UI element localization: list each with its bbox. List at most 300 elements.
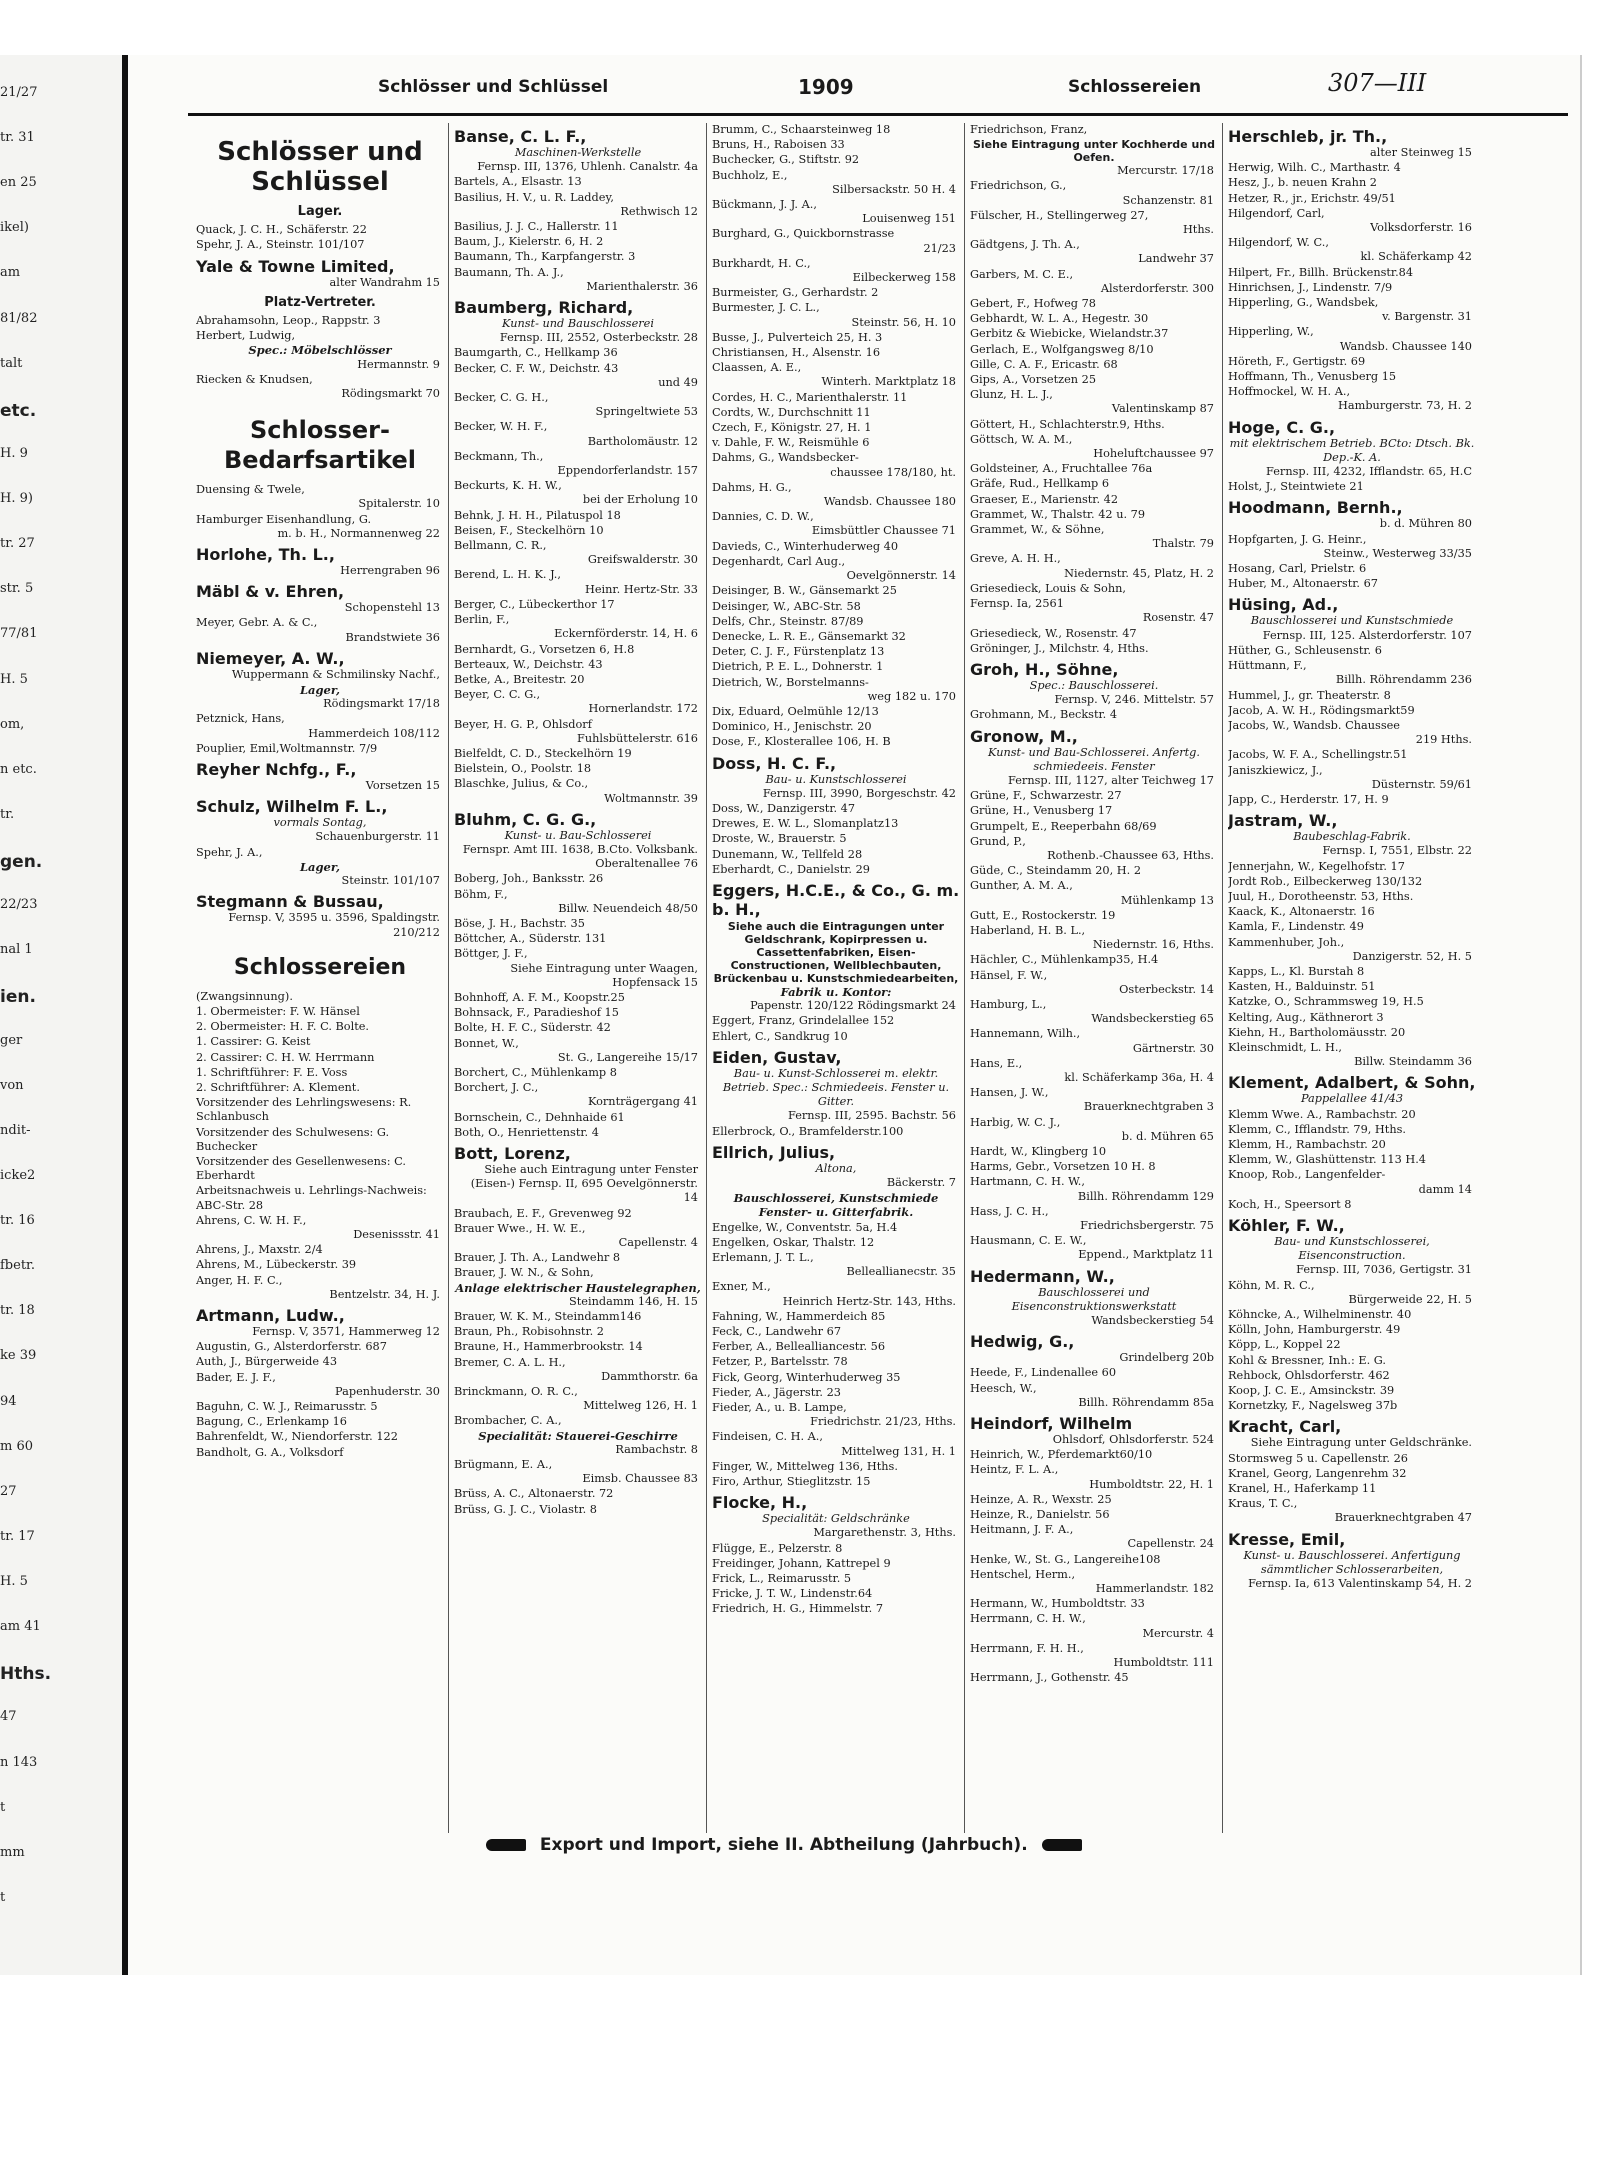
entry-name: Köhler, F. W.,	[1228, 1216, 1345, 1235]
entry-name: Berend, L. H. K. J.,	[454, 568, 561, 582]
directory-entry	[970, 998, 1218, 1026]
directory-entry: Kiehn, H., Bartholomäusstr. 20	[1228, 1025, 1406, 1039]
entry-address: Niedernstr. 45, Platz, H. 2	[1064, 566, 1214, 580]
directory-entry: Friedrich, H. G., Himmelstr. 7	[712, 1602, 884, 1616]
directory-entry: Flügge, E., Pelzerstr. 8	[712, 1541, 843, 1555]
adjacent-page-fragment: etc.	[0, 400, 37, 421]
directory-entry	[970, 924, 1218, 952]
entry-name: Hansen, J. W.,	[970, 1086, 1049, 1100]
directory-entry	[712, 1280, 960, 1308]
adjacent-page-fragment: tr. 27	[0, 536, 35, 552]
entry-name: Dietrich, W., Borstelmanns-	[712, 675, 869, 689]
directory-entry: Grohmann, M., Beckstr. 4	[970, 708, 1118, 722]
entry-name: Groh, H., Söhne,	[970, 659, 1119, 679]
directory-entry	[1228, 325, 1476, 353]
category-heading: Schlösser und Schlüssel	[217, 137, 423, 197]
featured-entry	[1228, 1073, 1476, 1106]
directory-entry: Kelting, Aug., Käthnerort 3	[1228, 1010, 1384, 1024]
entry-address: Billh. Röhrendamm 129	[1077, 1189, 1214, 1203]
directory-entry	[712, 481, 960, 509]
directory-entry: Kranel, H., Haferkamp 11	[1228, 1482, 1377, 1496]
entry-name: Claassen, A. E.,	[712, 361, 802, 375]
directory-entry: Kaack, K., Altonaerstr. 16	[1228, 905, 1375, 919]
entry-address: Winterh. Marktplatz 18	[821, 375, 956, 389]
adjacent-page-fragment: icke2	[0, 1167, 36, 1183]
entry-name: Kleinschmidt, L. H.,	[1228, 1040, 1343, 1054]
column-5	[1228, 123, 1476, 1833]
entry-notice: Siehe Eintragung unter Kochherde und Oefen.	[972, 138, 1216, 165]
entry-name: Hoodmann, Bernh.,	[1228, 498, 1403, 518]
directory-entry	[970, 879, 1218, 907]
directory-entry	[454, 362, 702, 390]
entry-specialty: Kunst- und Bauschlosserei	[502, 317, 654, 331]
entry-address: Schauenburgerstr. 11	[315, 830, 440, 844]
directory-entry: Henke, W., St. G., Langereihe108	[970, 1552, 1161, 1566]
entry-name: Kammenhuber, Joh.,	[1228, 935, 1345, 949]
entry-address: Vorsetzen 15	[365, 779, 440, 793]
page-number: 307—III	[1328, 69, 1427, 97]
entry-address: Humboldtstr. 22, H. 1	[1089, 1477, 1214, 1491]
featured-entry	[1228, 498, 1476, 531]
directory-entry: Cordts, W., Durchschnitt 11	[712, 405, 871, 419]
entry-address: Hammerdeich 108/112	[308, 726, 440, 740]
entry-name: Haberland, H. B. L.,	[970, 923, 1086, 937]
directory-entry: Katzke, O., Schrammsweg 19, H.5	[1228, 995, 1424, 1009]
entry-specialty: Bau- u. Kunst-Schlosserei m. elektr. Betrieb. Spec.: Schmiedeeis. Fenster u. Gitter.	[722, 1066, 950, 1109]
entry-address: Brauerknechtgraben 47	[1334, 1511, 1472, 1525]
entry-address: Wandsb. Chaussee 180	[823, 495, 956, 509]
directory-entry: Dominico, H., Jenischstr. 20	[712, 720, 872, 734]
entry-address: Düsternstr. 59/61	[1371, 777, 1472, 791]
entry-specialty: Maschinen-Werkstelle	[514, 146, 642, 159]
directory-entry: Freidinger, Johann, Kattrepel 9	[712, 1556, 891, 1570]
entry-name: Burmester, J. C. L.,	[712, 301, 820, 315]
directory-entry: Holst, J., Steintwiete 21	[1228, 480, 1364, 494]
adjacent-page-fragment: n 143	[0, 1754, 38, 1770]
directory-entry: Davieds, C., Winterhuderweg 40	[712, 539, 899, 553]
entry-address: Ohlsdorf, Ohlsdorferstr. 524	[1052, 1433, 1214, 1447]
featured-entry	[454, 127, 702, 174]
directory-entry	[454, 1266, 702, 1309]
entry-address: Niedernstr. 16, Hths.	[1092, 938, 1214, 952]
entry-address: Fernsp. III, 3990, Borgeschstr. 42	[762, 786, 956, 800]
entry-address: Rödingsmarkt 17/18	[323, 697, 440, 711]
directory-entry	[1228, 207, 1476, 235]
entry-name: Becker, W. H. F.,	[454, 420, 548, 434]
adjacent-page-fragment: H. 9	[0, 445, 28, 461]
adjacent-page-fragment: ien.	[0, 987, 36, 1008]
entry-name: Hentschel, Herm.,	[970, 1567, 1076, 1581]
entry-specialty: Bau- u. Kunstschlosserei	[765, 772, 907, 786]
entry-address: 21/23	[923, 241, 956, 255]
entry-address: Rosenstr. 47	[1142, 611, 1214, 625]
entry-name: Ellrich, Julius,	[712, 1142, 836, 1162]
entry-address: Eimsb. Chaussee 83	[582, 1472, 698, 1486]
featured-entry	[196, 257, 444, 290]
entry-address: Grindelberg 20b	[1119, 1351, 1214, 1365]
directory-entry: Arbeitsnachweis u. Lehrlings-Nachweis: ABC-Str. 28	[196, 1184, 427, 1212]
directory-entry: Augustin, G., Alsterdorferstr. 687	[196, 1340, 387, 1354]
entry-name: Buchholz, E.,	[712, 168, 788, 182]
directory-entry	[712, 361, 960, 389]
directory-entry: Boberg, Joh., Banksstr. 26	[454, 872, 604, 886]
directory-entry	[970, 1642, 1218, 1670]
directory-entry	[970, 433, 1218, 461]
entry-address: Brauerknechtgraben 3	[1083, 1100, 1214, 1114]
entry-name: Dannies, C. D. W.,	[712, 510, 814, 524]
entry-name: Heesch, W.,	[970, 1381, 1037, 1395]
directory-entry: Finger, W., Mittelweg 136, Hths.	[712, 1459, 898, 1473]
directory-entry: Ahrens, J., Maxstr. 2/4	[196, 1243, 323, 1257]
entry-address: Danzigerstr. 52, H. 5	[1352, 949, 1472, 963]
directory-entry	[454, 947, 702, 990]
directory-entry: Klemm Wwe. A., Rambachstr. 20	[1228, 1107, 1416, 1121]
entry-name: Yale & Towne Limited,	[196, 256, 395, 276]
entry-name: Köhn, M. R. C.,	[1228, 1278, 1315, 1292]
subheading: Platz-Vertreter.	[264, 294, 376, 310]
directory-entry: Droste, W., Brauerstr. 5	[712, 832, 847, 846]
entry-address: Fernsp. III, 2552, Osterbeckstr. 28	[499, 331, 698, 345]
directory-entry: Spehr, J. A., Steinstr. 101/107	[196, 238, 365, 252]
entry-name: Göttsch, W. A. M.,	[970, 432, 1073, 446]
footer-text: Export und Import, siehe II. Abtheilung (Jahrbuch).	[539, 1835, 1028, 1855]
entry-address: kl. Schäferkamp 36a, H. 4	[1064, 1070, 1214, 1084]
column-1	[196, 123, 444, 1833]
directory-entry: Stormsweg 5 u. Capellenstr. 26	[1228, 1451, 1408, 1465]
directory-entry: Hächler, C., Mühlenkamp35, H.4	[970, 953, 1159, 967]
entry-address: Steindamm 146, H. 15	[569, 1294, 698, 1308]
directory-entry: Kohl & Bressner, Inh.: E. G.	[1228, 1353, 1386, 1367]
adjacent-page-fragment: 94	[0, 1393, 17, 1409]
entry-address: Mittelweg 126, H. 1	[583, 1399, 698, 1413]
entry-address: Friedrichstr. 21/23, Hths.	[810, 1415, 956, 1429]
featured-entry	[454, 298, 702, 345]
entry-name: Mäbl & v. Ehren,	[196, 582, 345, 602]
entry-specialty: Spec.: Bauschlosserei.	[1029, 678, 1159, 692]
adjacent-page-fragment: en 25	[0, 175, 37, 191]
directory-entry: Hosang, Carl, Prielstr. 6	[1228, 562, 1367, 576]
running-head	[128, 69, 1580, 109]
adjacent-page-fragment: tr. 31	[0, 130, 35, 146]
directory-entry	[970, 238, 1218, 266]
entry-address: Belleallianecstr. 35	[846, 1265, 956, 1279]
directory-entry: Quack, J. C. H., Schäferstr. 22	[196, 223, 367, 237]
directory-entry: Betke, A., Breitestr. 20	[454, 672, 585, 686]
directory-entry: 1. Cassirer: G. Keist	[196, 1035, 311, 1049]
adjacent-page-fragment: tr. 17	[0, 1528, 35, 1544]
entry-name: Dahms, H. G.,	[712, 480, 792, 494]
directory-entry: Abrahamsohn, Leop., Rappstr. 3	[196, 314, 381, 328]
adjacent-page-fragment: 81/82	[0, 310, 38, 326]
entry-name: Hamburger Eisenhandlung, G.	[196, 512, 372, 526]
directory-entry	[196, 329, 444, 372]
adjacent-page-fragment: tr. 16	[0, 1213, 35, 1229]
entry-address: b. d. Mühren 65	[1121, 1129, 1214, 1143]
featured-entry	[712, 1143, 960, 1190]
entry-address: Fernsp. III, 1127, alter Teichweg 17	[1008, 773, 1214, 787]
directory-entry: Baumann, Th., Karpfangerstr. 3	[454, 250, 636, 264]
directory-entry	[454, 1222, 702, 1250]
entry-address: Fernsp. III, 4232, Ifflandstr. 65, H.C	[1266, 465, 1472, 479]
entry-name: Garbers, M. C. E.,	[970, 267, 1074, 281]
featured-entry	[196, 797, 444, 844]
entry-name: Findeisen, C. H. A.,	[712, 1430, 823, 1444]
adjacent-page-fragment: t	[0, 1889, 6, 1905]
entry-specialty: Spec.: Möbelschlösser	[248, 343, 392, 358]
featured-entry	[712, 754, 960, 801]
entry-name: Beckurts, K. H. W.,	[454, 479, 562, 493]
entry-address: Billw. Neuendeich 48/50	[558, 901, 698, 915]
entry-name: Hedwig, G.,	[970, 1332, 1075, 1352]
directory-entry: Hermann, W., Humboldtstr. 33	[970, 1597, 1145, 1611]
directory-entry	[196, 513, 444, 541]
entry-name: Fernsp. Ia, 2561	[970, 597, 1064, 611]
directory-entry	[970, 969, 1218, 997]
directory-entry: Gerlach, E., Wolfgangsweg 8/10	[970, 342, 1154, 356]
directory-entry: Braubach, E. F., Grevenweg 92	[454, 1206, 632, 1220]
entry-specialty: Kunst- u. Bau-Schlosserei	[504, 828, 652, 842]
directory-entry: (Zwangsinnung).	[196, 989, 293, 1003]
directory-entry: Borchert, C., Mühlenkamp 8	[454, 1065, 617, 1079]
entry-name: Blaschke, Julius, & Co.,	[454, 777, 589, 791]
directory-entry: Braun, Ph., Robisohnstr. 2	[454, 1325, 604, 1339]
entry-name: Kraus, T. C.,	[1228, 1497, 1298, 1511]
directory-entry: v. Dahle, F. W., Reismühle 6	[712, 436, 870, 450]
entry-name: Meyer, Gebr. A. & C.,	[196, 616, 318, 630]
directory-entry: Klemm, C., Ifflandstr. 79, Hths.	[1228, 1122, 1406, 1136]
entry-name: Herrmann, F. H. H.,	[970, 1641, 1084, 1655]
entry-address: Fernsp. V, 3595 u. 3596, Spaldingstr. 210/212	[228, 911, 440, 939]
entry-address: Hths.	[1182, 223, 1214, 237]
adjacent-page-fragment: t	[0, 1799, 6, 1815]
entry-name: Klement, Adalbert, & Sohn,	[1228, 1073, 1476, 1093]
directory-entry: Griesedieck, Louis & Sohn,	[970, 581, 1126, 595]
adjacent-page-fragment: 27	[0, 1483, 17, 1499]
directory-entry: Japp, C., Herderstr. 17, H. 9	[1228, 792, 1389, 806]
entry-name: Jastram, W.,	[1228, 811, 1338, 831]
directory-entry: Dix, Eduard, Oelmühle 12/13	[712, 704, 879, 718]
entry-address: m. b. H., Normannenweg 22	[277, 526, 440, 540]
directory-entry	[1228, 385, 1476, 413]
entry-name: Friedrichson, Franz,	[970, 123, 1088, 136]
entry-name: Flocke, H.,	[712, 1493, 808, 1513]
entry-address: Fernsp. III, 125. Alsterdorferstr. 107	[1262, 628, 1472, 642]
entry-name: Beckmann, Th.,	[454, 449, 544, 463]
directory-entry: Hummel, J., gr. Theaterstr. 8	[1228, 688, 1391, 702]
entry-name: Gronow, M.,	[970, 726, 1078, 746]
directory-entry: Grumpelt, E., Reeperbahn 68/69	[970, 819, 1157, 833]
featured-entry	[1228, 127, 1476, 160]
entry-address: Billw. Steindamm 36	[1354, 1055, 1472, 1069]
directory-entry: Fricke, J. T. W., Lindenstr.64	[712, 1587, 873, 1601]
directory-entry: Brauer, J. Th. A., Landwehr 8	[454, 1251, 621, 1265]
directory-entry	[196, 1371, 444, 1399]
entry-name: Kresse, Emil,	[1228, 1529, 1346, 1549]
entry-name: Knoop, Rob., Langenfelder-	[1228, 1168, 1386, 1182]
entry-address: Billh. Röhrendamm 85a	[1078, 1395, 1214, 1409]
directory-entry: Bornschein, C., Dehnhaide 61	[454, 1110, 625, 1124]
entry-address: bei der Erholung 10	[582, 493, 698, 507]
directory-entry: Fetzer, P., Bartelsstr. 78	[712, 1355, 848, 1369]
entry-specialty: Lager,	[299, 859, 341, 874]
entry-address: Siehe auch Eintragung unter Fenster (Eisen-) Fernsp. II, 695 Oevelgönnerstr. 14	[470, 1163, 698, 1205]
running-head-right: Schlossereien	[1068, 77, 1202, 97]
entry-name: Bellmann, C. R.,	[454, 539, 547, 553]
entry-address: Fernsp. Ia, 613 Valentinskamp 54, H. 2	[1248, 1577, 1472, 1591]
directory-entry	[196, 1274, 444, 1302]
entry-address: Fernsp. III, 1376, Uhlenh. Canalstr. 4a	[477, 160, 698, 174]
featured-entry	[712, 1048, 960, 1124]
entry-address: Hoheluftchaussee 97	[1093, 447, 1214, 461]
directory-entry	[1228, 1168, 1476, 1196]
featured-entry	[970, 1267, 1218, 1329]
directory-entry: Denecke, L. R. E., Gänsemarkt 32	[712, 629, 906, 643]
entry-address: Papenhuderstr. 30	[335, 1384, 440, 1398]
entry-address: Woltmannstr. 39	[604, 791, 698, 805]
entry-address: Fernsp. V, 246. Mittelstr. 57	[1054, 693, 1214, 707]
entry-address: Schopenstehl 13	[344, 601, 440, 615]
entry-name: Hilgendorf, Carl,	[1228, 206, 1325, 220]
entry-address: Fernsp. III, 2595. Bachstr. 56	[788, 1109, 956, 1123]
entry-address: Mühlenkamp 13	[1120, 893, 1214, 907]
entry-address: v. Bargenstr. 31	[1382, 310, 1472, 324]
entry-name: Herbert, Ludwig,	[196, 329, 296, 343]
adjacent-page-fragment: gen.	[0, 852, 43, 873]
pointing-hand-icon	[1042, 1839, 1082, 1851]
directory-entry: Feck, C., Landwehr 67	[712, 1325, 842, 1339]
directory-entry	[970, 179, 1218, 207]
directory-entry	[970, 1612, 1218, 1640]
column-2	[454, 123, 702, 1833]
pointing-hand-icon	[486, 1839, 526, 1851]
entry-address: Alsterdorferstr. 300	[1100, 281, 1214, 295]
entry-address: Billh. Röhrendamm 236	[1335, 673, 1472, 687]
directory-entry: Baguhn, C. W. J., Reimarusstr. 5	[196, 1399, 378, 1413]
entry-address: Bäckerstr. 7	[886, 1175, 956, 1189]
directory-entry	[970, 1523, 1218, 1551]
directory-entry	[196, 683, 444, 711]
directory-entry: Herrmann, J., Gothenstr. 45	[970, 1671, 1129, 1685]
featured-entry	[970, 727, 1218, 789]
directory-entry: Herwig, Wilh. C., Marthastr. 4	[1228, 161, 1401, 175]
entry-name: Degenhardt, Carl Aug.,	[712, 554, 846, 568]
directory-entry: Bartels, A., Elsastr. 13	[454, 175, 582, 189]
entry-specialty: mit elektrischem Betrieb. BCto: Dtsch. Bk. Dep.-K. A.	[1229, 436, 1475, 464]
featured-entry	[1228, 418, 1476, 480]
entry-name: Brombacher, C. A.,	[454, 1414, 562, 1428]
directory-entry: Gutt, E., Rostockerstr. 19	[970, 908, 1116, 922]
featured-entry	[712, 881, 960, 919]
directory-entry	[712, 985, 960, 1013]
entry-name: Böttger, J. F.,	[454, 947, 528, 961]
entry-address: Osterbeckstr. 14	[1119, 982, 1214, 996]
entry-address: alter Steinweg 15	[1370, 146, 1472, 159]
entry-name: Brügmann, E. A.,	[454, 1458, 553, 1472]
entry-name: Becker, C. G. H.,	[454, 391, 549, 405]
entry-address: Siehe Eintragung unter Waagen, Hopfensack 15	[510, 961, 698, 989]
directory-entry: Firo, Arthur, Stieglitzstr. 15	[712, 1475, 871, 1489]
directory-entry: Vorsitzender des Gesellenwesens: C. Eberhardt	[196, 1154, 406, 1183]
entry-address: Eppend., Marktplatz 11	[1078, 1248, 1214, 1262]
directory-entry: Böse, J. H., Bachstr. 35	[454, 916, 585, 930]
entry-address: alter Wandrahm 15	[329, 275, 440, 289]
entry-name: Fieder, A., u. B. Lampe,	[712, 1401, 847, 1415]
entry-name: Eggers, H.C.E., & Co., G. m. b. H.,	[712, 880, 960, 919]
directory-entry	[712, 1401, 960, 1429]
directory-entry: Heinrich, W., Pferdemarkt60/10	[970, 1448, 1153, 1462]
directory-entry: 2. Cassirer: C. H. W. Herrmann	[196, 1050, 375, 1064]
entry-address: Rothenb.-Chaussee 63, Hths.	[1047, 848, 1214, 862]
directory-entry: Rehbock, Ohlsdorferstr. 462	[1228, 1368, 1390, 1382]
entry-address: Wandsbeckerstieg 65	[1091, 1012, 1214, 1026]
directory-entry: Gerbitz & Wiebicke, Wielandstr.37	[970, 327, 1169, 341]
entry-name: Basilius, H. V., u. R. Laddey,	[454, 190, 614, 204]
entry-address: Fernsp. V, 3571, Hammerweg 12	[252, 1324, 440, 1338]
entry-name: Brauer, J. W. N., & Sohn,	[454, 1266, 594, 1280]
directory-entry	[970, 1116, 1218, 1144]
directory-entry	[970, 164, 1218, 178]
directory-entry: Graeser, E., Marienstr. 42	[970, 492, 1119, 506]
directory-entry: Dunemann, W., Tellfeld 28	[712, 847, 863, 861]
entry-address: Spitalerstr. 10	[358, 497, 440, 511]
directory-entry: Doss, W., Danzigerstr. 47	[712, 801, 856, 815]
directory-entry: Engelke, W., Conventstr. 5a, H.4	[712, 1220, 898, 1234]
entry-address: Hammerlandstr. 182	[1095, 1582, 1214, 1596]
directory-entry: Klemm, H., Rambachstr. 20	[1228, 1137, 1386, 1151]
entry-address: Valentinskamp 87	[1111, 402, 1214, 416]
directory-entry: Bielstein, O., Poolstr. 18	[454, 762, 592, 776]
entry-name: Kracht, Carl,	[1228, 1417, 1342, 1437]
directory-entry: Christiansen, H., Alsenstr. 16	[712, 346, 881, 360]
featured-entry	[454, 1144, 702, 1206]
entry-address: und 49	[658, 375, 698, 389]
entry-address: Fernsp. III, 7036, Gertigstr. 31	[1296, 1263, 1472, 1277]
adjacent-page-fragment: 77/81	[0, 626, 38, 642]
directory-entry: Bolte, H. F. C., Süderstr. 42	[454, 1021, 611, 1035]
directory-entry	[454, 888, 702, 916]
entry-name: Bader, E. J. F.,	[196, 1370, 276, 1384]
column-divider	[706, 123, 707, 1833]
entry-address: Silbersackstr. 50 H. 4	[832, 182, 956, 196]
entry-address: Steinstr. 56, H. 10	[851, 315, 956, 329]
directory-entry: Gebert, F., Hofweg 78	[970, 297, 1096, 311]
entry-name: Herschleb, jr. Th.,	[1228, 127, 1388, 146]
adjacent-page-fragment: fbetr.	[0, 1258, 35, 1274]
directory-entry: Heede, F., Lindenallee 60	[970, 1366, 1117, 1380]
header-rule	[188, 113, 1568, 116]
entry-address: St. G., Langereihe 15/17	[557, 1050, 698, 1064]
directory-entry	[1228, 936, 1476, 964]
category-heading: Schlossereien	[233, 954, 407, 980]
entry-specialty: Baubeschlag-Fabrik.	[1293, 830, 1411, 844]
entry-address: b. d. Mühren 80	[1379, 517, 1472, 531]
directory-entry	[1228, 1041, 1476, 1069]
directory-entry	[1228, 236, 1476, 264]
entry-name: Hausmann, C. E. W.,	[970, 1234, 1087, 1248]
entry-name: Riecken & Knudsen,	[196, 372, 313, 386]
entry-name: Burghard, G., Quickbornstrasse	[712, 227, 895, 241]
directory-entry: 2. Schriftführer: A. Klement.	[196, 1080, 360, 1094]
directory-entry	[970, 1234, 1218, 1262]
entry-address: Louisenweg 151	[862, 212, 956, 226]
entry-address: Humboldtstr. 111	[1113, 1656, 1214, 1670]
entry-address: Papenstr. 120/122 Rödingsmarkt 24	[750, 999, 956, 1013]
directory-entry	[970, 1057, 1218, 1085]
entry-address: Wandsbeckerstieg 54	[1091, 1314, 1214, 1328]
directory-entry: Goldsteiner, A., Fruchtallee 76a	[970, 462, 1153, 476]
featured-entry	[196, 1306, 444, 1339]
directory-entry	[712, 301, 960, 329]
